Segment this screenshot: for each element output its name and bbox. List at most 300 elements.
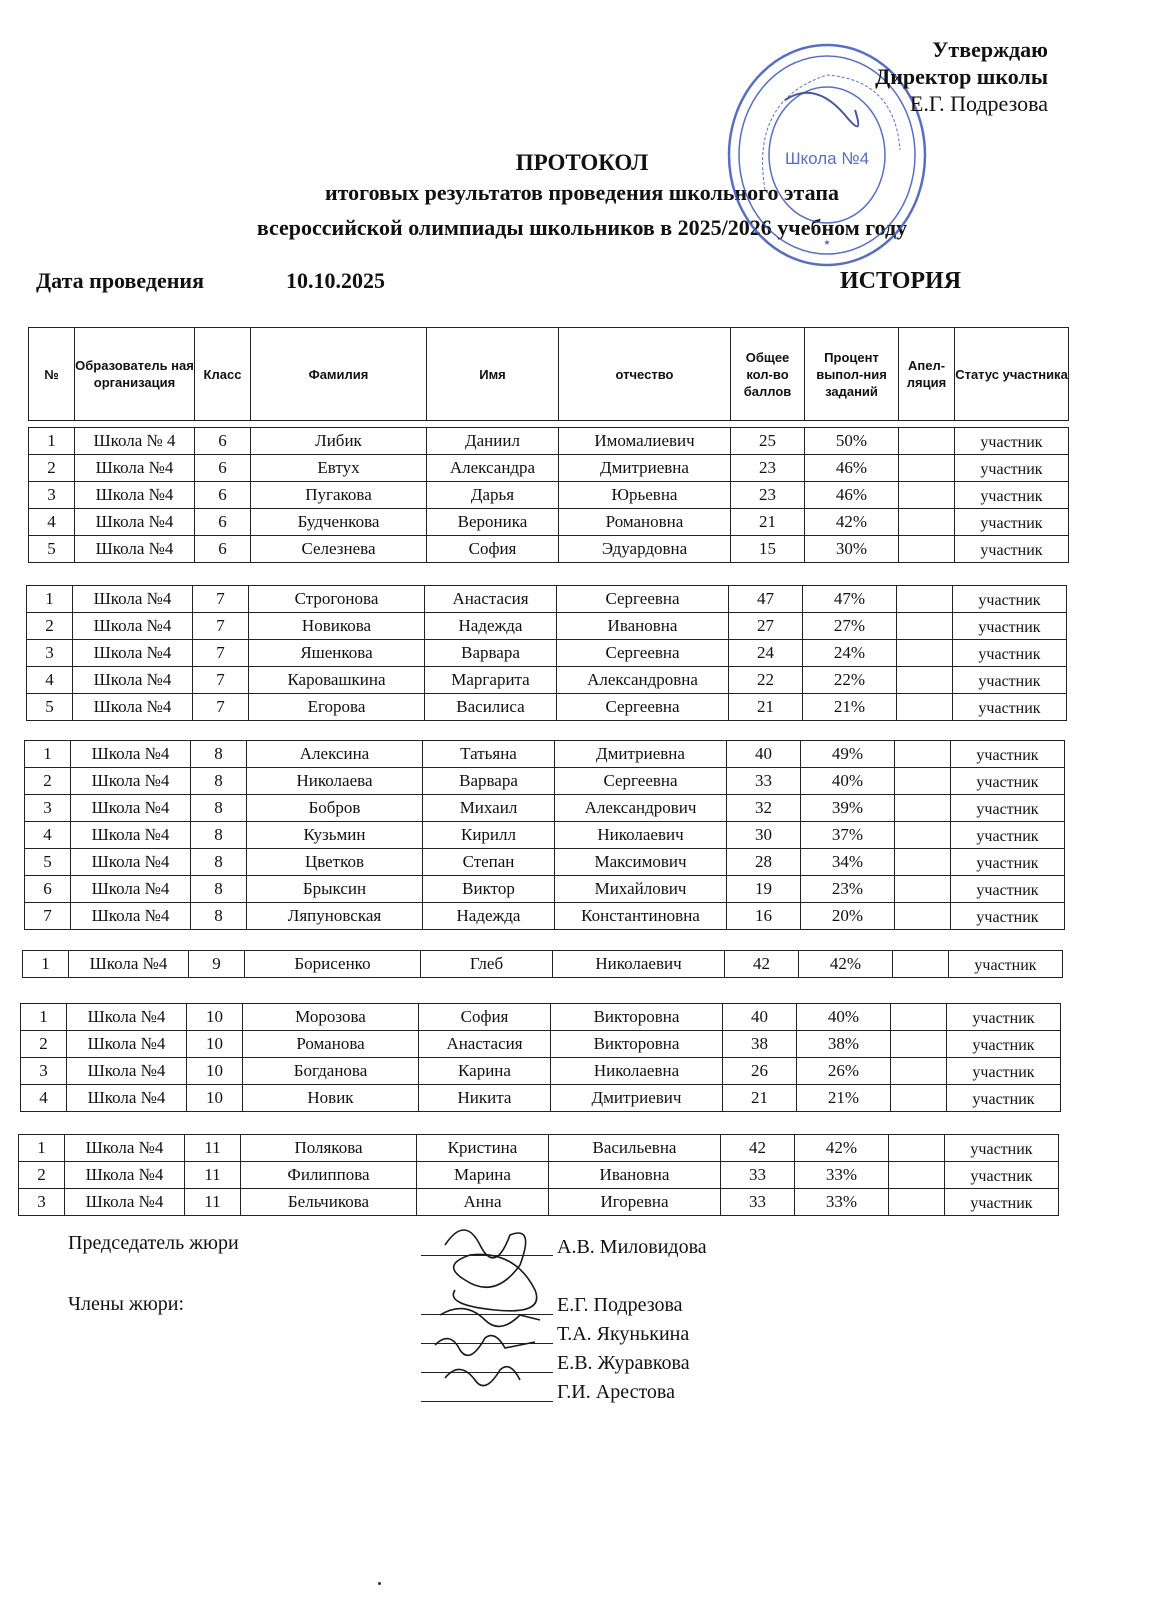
jury-member-name: Е.Г. Подрезова — [557, 1294, 683, 1316]
row-status: участник — [955, 455, 1069, 482]
table-row — [25, 876, 1065, 903]
row-name: Карина — [419, 1058, 551, 1085]
row-score: 19 — [727, 876, 801, 903]
row-percent: 42% — [805, 509, 899, 536]
stamp-center-text: Школа №4 — [784, 149, 870, 168]
table-row — [19, 1135, 1059, 1162]
col-patronymic: отчество — [559, 328, 731, 421]
row-percent: 39% — [801, 795, 895, 822]
row-status: участник — [953, 667, 1067, 694]
row-organization: Школа №4 — [65, 1162, 185, 1189]
col-score: Общее кол-во баллов — [731, 328, 805, 421]
row-number: 1 — [29, 428, 75, 455]
row-number: 1 — [27, 586, 73, 613]
row-score: 42 — [725, 951, 799, 978]
row-surname: Строгонова — [249, 586, 425, 613]
row-status: участник — [953, 586, 1067, 613]
row-number: 5 — [29, 536, 75, 563]
row-percent: 46% — [805, 482, 899, 509]
row-name: Варвара — [425, 640, 557, 667]
row-class: 6 — [195, 455, 251, 482]
table-row — [25, 822, 1065, 849]
row-patronymic: Александровна — [557, 667, 729, 694]
row-number: 2 — [19, 1162, 65, 1189]
row-patronymic: Романовна — [559, 509, 731, 536]
approval-name: Е.Г. Подрезова — [909, 91, 1048, 116]
row-class: 7 — [193, 613, 249, 640]
row-organization: Школа № 4 — [75, 428, 195, 455]
row-name: Татьяна — [423, 741, 555, 768]
row-score: 33 — [721, 1189, 795, 1216]
date-label: Дата проведения — [36, 268, 205, 293]
row-patronymic: Александрович — [555, 795, 727, 822]
row-surname: Будченкова — [251, 509, 427, 536]
row-name: Виктор — [423, 876, 555, 903]
row-percent: 20% — [801, 903, 895, 930]
row-score: 27 — [729, 613, 803, 640]
table-row — [29, 455, 1069, 482]
row-surname: Цветков — [247, 849, 423, 876]
row-patronymic: Максимович — [555, 849, 727, 876]
results-group-table — [28, 427, 1069, 563]
row-surname: Богданова — [243, 1058, 419, 1085]
row-class: 8 — [191, 768, 247, 795]
row-percent: 40% — [801, 768, 895, 795]
scan-dot — [378, 1582, 381, 1585]
row-number: 5 — [27, 694, 73, 721]
row-organization: Школа №4 — [67, 1058, 187, 1085]
jury-chair-label: Председатель жюри — [68, 1232, 239, 1254]
row-organization: Школа №4 — [67, 1004, 187, 1031]
row-surname: Борисенко — [245, 951, 421, 978]
table-row — [25, 741, 1065, 768]
table-row — [19, 1189, 1059, 1216]
results-group-table — [26, 585, 1067, 721]
table-row — [27, 667, 1067, 694]
row-status: участник — [951, 741, 1065, 768]
results-table-header — [28, 327, 1069, 421]
table-row — [25, 795, 1065, 822]
row-organization: Школа №4 — [67, 1031, 187, 1058]
row-appeal — [891, 1031, 947, 1058]
row-score: 23 — [731, 455, 805, 482]
row-number: 4 — [21, 1085, 67, 1112]
col-number: № — [29, 328, 75, 421]
row-surname: Яшенкова — [249, 640, 425, 667]
row-score: 21 — [729, 694, 803, 721]
row-score: 38 — [723, 1031, 797, 1058]
row-percent: 37% — [801, 822, 895, 849]
row-patronymic: Константиновна — [555, 903, 727, 930]
row-class: 7 — [193, 640, 249, 667]
row-appeal — [895, 741, 951, 768]
row-patronymic: Дмитриевич — [551, 1085, 723, 1112]
row-percent: 50% — [805, 428, 899, 455]
protocol-title: ПРОТОКОЛ — [515, 150, 649, 175]
row-percent: 38% — [797, 1031, 891, 1058]
table-row — [29, 509, 1069, 536]
row-status: участник — [949, 951, 1063, 978]
row-patronymic: Сергеевна — [557, 694, 729, 721]
row-appeal — [899, 482, 955, 509]
row-percent: 42% — [799, 951, 893, 978]
row-patronymic: Имомалиевич — [559, 428, 731, 455]
table-row — [21, 1031, 1061, 1058]
row-class: 11 — [185, 1189, 241, 1216]
row-organization: Школа №4 — [75, 509, 195, 536]
row-score: 40 — [723, 1004, 797, 1031]
row-appeal — [895, 768, 951, 795]
table-row — [29, 482, 1069, 509]
row-class: 9 — [189, 951, 245, 978]
row-patronymic: Васильевна — [549, 1135, 721, 1162]
row-surname: Бельчикова — [241, 1189, 417, 1216]
row-status: участник — [953, 640, 1067, 667]
row-number: 5 — [25, 849, 71, 876]
row-number: 2 — [29, 455, 75, 482]
row-status: участник — [951, 876, 1065, 903]
row-percent: 23% — [801, 876, 895, 903]
row-score: 24 — [729, 640, 803, 667]
row-name: Варвара — [423, 768, 555, 795]
row-organization: Школа №4 — [73, 586, 193, 613]
row-appeal — [891, 1085, 947, 1112]
row-status: участник — [953, 694, 1067, 721]
row-score: 22 — [729, 667, 803, 694]
row-appeal — [889, 1189, 945, 1216]
row-status: участник — [947, 1004, 1061, 1031]
row-surname: Ляпуновская — [247, 903, 423, 930]
row-status: участник — [945, 1162, 1059, 1189]
row-percent: 30% — [805, 536, 899, 563]
row-patronymic: Михайлович — [555, 876, 727, 903]
results-group-table — [22, 950, 1063, 978]
row-name: София — [427, 536, 559, 563]
row-appeal — [889, 1135, 945, 1162]
row-surname: Кузьмин — [247, 822, 423, 849]
row-name: Дарья — [427, 482, 559, 509]
row-score: 30 — [727, 822, 801, 849]
row-name: Анастасия — [425, 586, 557, 613]
row-score: 33 — [721, 1162, 795, 1189]
col-surname: Фамилия — [251, 328, 427, 421]
jury-signatures — [425, 1220, 565, 1410]
row-organization: Школа №4 — [73, 613, 193, 640]
table-row — [25, 768, 1065, 795]
row-appeal — [895, 903, 951, 930]
subject-title: ИСТОРИЯ — [840, 268, 962, 294]
row-status: участник — [947, 1085, 1061, 1112]
row-appeal — [891, 1004, 947, 1031]
row-appeal — [895, 822, 951, 849]
row-organization: Школа №4 — [71, 876, 191, 903]
col-class: Класс — [195, 328, 251, 421]
row-patronymic: Ивановна — [557, 613, 729, 640]
approval-title: Утверждаю — [932, 37, 1048, 62]
row-number: 4 — [27, 667, 73, 694]
row-surname: Либик — [251, 428, 427, 455]
protocol-subtitle-1: итоговых результатов проведения школьного этапа — [324, 180, 840, 205]
row-appeal — [897, 667, 953, 694]
table-row — [29, 536, 1069, 563]
row-surname: Евтух — [251, 455, 427, 482]
row-name: Анна — [417, 1189, 549, 1216]
row-percent: 42% — [795, 1135, 889, 1162]
row-name: Василиса — [425, 694, 557, 721]
row-status: участник — [947, 1031, 1061, 1058]
row-name: Кристина — [417, 1135, 549, 1162]
row-class: 6 — [195, 428, 251, 455]
row-name: Вероника — [427, 509, 559, 536]
row-organization: Школа №4 — [71, 741, 191, 768]
row-score: 42 — [721, 1135, 795, 1162]
row-surname: Полякова — [241, 1135, 417, 1162]
table-row — [25, 849, 1065, 876]
row-number: 1 — [21, 1004, 67, 1031]
row-organization: Школа №4 — [71, 822, 191, 849]
row-patronymic: Ивановна — [549, 1162, 721, 1189]
row-surname: Николаева — [247, 768, 423, 795]
row-appeal — [895, 876, 951, 903]
table-row — [27, 694, 1067, 721]
row-number: 2 — [27, 613, 73, 640]
row-percent: 46% — [805, 455, 899, 482]
row-patronymic: Николаевич — [555, 822, 727, 849]
col-appeal: Апел- ляция — [899, 328, 955, 421]
row-appeal — [897, 640, 953, 667]
table-row — [23, 951, 1063, 978]
row-patronymic: Сергеевна — [555, 768, 727, 795]
row-name: Кирилл — [423, 822, 555, 849]
row-class: 6 — [195, 482, 251, 509]
approval-block — [875, 36, 1048, 117]
row-class: 8 — [191, 903, 247, 930]
row-organization: Школа №4 — [65, 1189, 185, 1216]
row-appeal — [897, 694, 953, 721]
row-class: 10 — [187, 1031, 243, 1058]
row-class: 8 — [191, 741, 247, 768]
svg-text:★: ★ — [823, 238, 831, 247]
row-organization: Школа №4 — [75, 482, 195, 509]
row-number: 1 — [25, 741, 71, 768]
row-class: 10 — [187, 1058, 243, 1085]
row-name: София — [419, 1004, 551, 1031]
row-status: участник — [955, 482, 1069, 509]
table-row — [29, 428, 1069, 455]
row-class: 6 — [195, 509, 251, 536]
row-appeal — [891, 1058, 947, 1085]
row-appeal — [893, 951, 949, 978]
row-score: 32 — [727, 795, 801, 822]
table-row — [27, 586, 1067, 613]
row-organization: Школа №4 — [71, 849, 191, 876]
row-name: Даниил — [427, 428, 559, 455]
row-class: 10 — [187, 1004, 243, 1031]
row-score: 47 — [729, 586, 803, 613]
row-number: 2 — [21, 1031, 67, 1058]
jury-chair-name: А.В. Миловидова — [557, 1236, 707, 1258]
row-number: 1 — [23, 951, 69, 978]
row-organization: Школа №4 — [71, 795, 191, 822]
row-class: 8 — [191, 849, 247, 876]
row-number: 3 — [19, 1189, 65, 1216]
row-number: 4 — [29, 509, 75, 536]
row-score: 33 — [727, 768, 801, 795]
row-surname: Новикова — [249, 613, 425, 640]
row-patronymic: Юрьевна — [559, 482, 731, 509]
col-organization: Образователь ная организация — [75, 328, 195, 421]
row-status: участник — [955, 428, 1069, 455]
row-patronymic: Дмитриевна — [555, 741, 727, 768]
row-name: Маргарита — [425, 667, 557, 694]
row-score: 21 — [723, 1085, 797, 1112]
row-class: 11 — [185, 1135, 241, 1162]
row-percent: 47% — [803, 586, 897, 613]
row-percent: 49% — [801, 741, 895, 768]
row-patronymic: Сергеевна — [557, 640, 729, 667]
row-appeal — [889, 1162, 945, 1189]
approval-position: Директор школы — [875, 64, 1048, 89]
row-percent: 33% — [795, 1162, 889, 1189]
date-value: 10.10.2025 — [286, 268, 385, 293]
row-appeal — [895, 849, 951, 876]
row-status: участник — [945, 1189, 1059, 1216]
row-class: 10 — [187, 1085, 243, 1112]
table-row — [25, 903, 1065, 930]
row-name: Глеб — [421, 951, 553, 978]
row-class: 7 — [193, 586, 249, 613]
row-surname: Морозова — [243, 1004, 419, 1031]
row-name: Анастасия — [419, 1031, 551, 1058]
row-percent: 34% — [801, 849, 895, 876]
row-score: 28 — [727, 849, 801, 876]
col-name: Имя — [427, 328, 559, 421]
protocol-subtitle-2: всероссийской олимпиады школьников в 2025/2026 учебном году — [256, 215, 908, 240]
row-organization: Школа №4 — [69, 951, 189, 978]
row-organization: Школа №4 — [73, 694, 193, 721]
row-score: 40 — [727, 741, 801, 768]
row-name: Марина — [417, 1162, 549, 1189]
row-patronymic: Сергеевна — [557, 586, 729, 613]
row-number: 3 — [29, 482, 75, 509]
row-appeal — [895, 795, 951, 822]
row-number: 3 — [25, 795, 71, 822]
row-organization: Школа №4 — [65, 1135, 185, 1162]
row-percent: 22% — [803, 667, 897, 694]
row-class: 8 — [191, 795, 247, 822]
col-status: Статус участника — [955, 328, 1069, 421]
row-appeal — [897, 613, 953, 640]
row-score: 26 — [723, 1058, 797, 1085]
row-number: 4 — [25, 822, 71, 849]
row-percent: 21% — [803, 694, 897, 721]
row-patronymic: Викторовна — [551, 1031, 723, 1058]
row-appeal — [899, 536, 955, 563]
row-appeal — [897, 586, 953, 613]
row-class: 8 — [191, 876, 247, 903]
row-appeal — [899, 428, 955, 455]
row-name: Степан — [423, 849, 555, 876]
row-organization: Школа №4 — [67, 1085, 187, 1112]
row-number: 7 — [25, 903, 71, 930]
row-percent: 27% — [803, 613, 897, 640]
row-number: 1 — [19, 1135, 65, 1162]
row-number: 3 — [27, 640, 73, 667]
row-class: 7 — [193, 667, 249, 694]
row-patronymic: Николаевна — [551, 1058, 723, 1085]
row-patronymic: Николаевич — [553, 951, 725, 978]
results-group-table — [20, 1003, 1061, 1112]
row-surname: Филиппова — [241, 1162, 417, 1189]
jury-members-label: Члены жюри: — [68, 1293, 185, 1315]
jury-member-name: Т.А. Якунькина — [557, 1323, 690, 1345]
row-status: участник — [951, 903, 1065, 930]
results-group-table — [24, 740, 1065, 930]
row-organization: Школа №4 — [75, 455, 195, 482]
row-class: 6 — [195, 536, 251, 563]
row-surname: Селезнева — [251, 536, 427, 563]
row-status: участник — [947, 1058, 1061, 1085]
row-name: Александра — [427, 455, 559, 482]
row-score: 16 — [727, 903, 801, 930]
row-organization: Школа №4 — [71, 768, 191, 795]
row-score: 15 — [731, 536, 805, 563]
row-surname: Бобров — [247, 795, 423, 822]
row-percent: 24% — [803, 640, 897, 667]
row-percent: 33% — [795, 1189, 889, 1216]
row-status: участник — [951, 768, 1065, 795]
row-patronymic: Викторовна — [551, 1004, 723, 1031]
row-organization: Школа №4 — [73, 640, 193, 667]
row-patronymic: Дмитриевна — [559, 455, 731, 482]
row-status: участник — [945, 1135, 1059, 1162]
row-name: Никита — [419, 1085, 551, 1112]
row-status: участник — [951, 849, 1065, 876]
table-row — [19, 1162, 1059, 1189]
row-surname: Каровашкина — [249, 667, 425, 694]
row-organization: Школа №4 — [71, 903, 191, 930]
row-score: 25 — [731, 428, 805, 455]
row-name: Надежда — [425, 613, 557, 640]
table-row — [27, 640, 1067, 667]
row-status: участник — [955, 509, 1069, 536]
row-class: 11 — [185, 1162, 241, 1189]
row-surname: Новик — [243, 1085, 419, 1112]
row-surname: Алексина — [247, 741, 423, 768]
row-name: Надежда — [423, 903, 555, 930]
table-row — [21, 1058, 1061, 1085]
jury-member-name: Е.В. Журавкова — [557, 1352, 690, 1374]
row-status: участник — [953, 613, 1067, 640]
row-percent: 21% — [797, 1085, 891, 1112]
row-class: 8 — [191, 822, 247, 849]
row-score: 23 — [731, 482, 805, 509]
row-percent: 26% — [797, 1058, 891, 1085]
row-surname: Егорова — [249, 694, 425, 721]
row-organization: Школа №4 — [75, 536, 195, 563]
table-row — [27, 613, 1067, 640]
row-patronymic: Игоревна — [549, 1189, 721, 1216]
results-group-table — [18, 1134, 1059, 1216]
row-name: Михаил — [423, 795, 555, 822]
col-percent: Процент выпол-ния заданий — [805, 328, 899, 421]
row-surname: Брыксин — [247, 876, 423, 903]
row-surname: Пугакова — [251, 482, 427, 509]
row-patronymic: Эдуардовна — [559, 536, 731, 563]
row-number: 2 — [25, 768, 71, 795]
row-surname: Романова — [243, 1031, 419, 1058]
row-status: участник — [951, 795, 1065, 822]
